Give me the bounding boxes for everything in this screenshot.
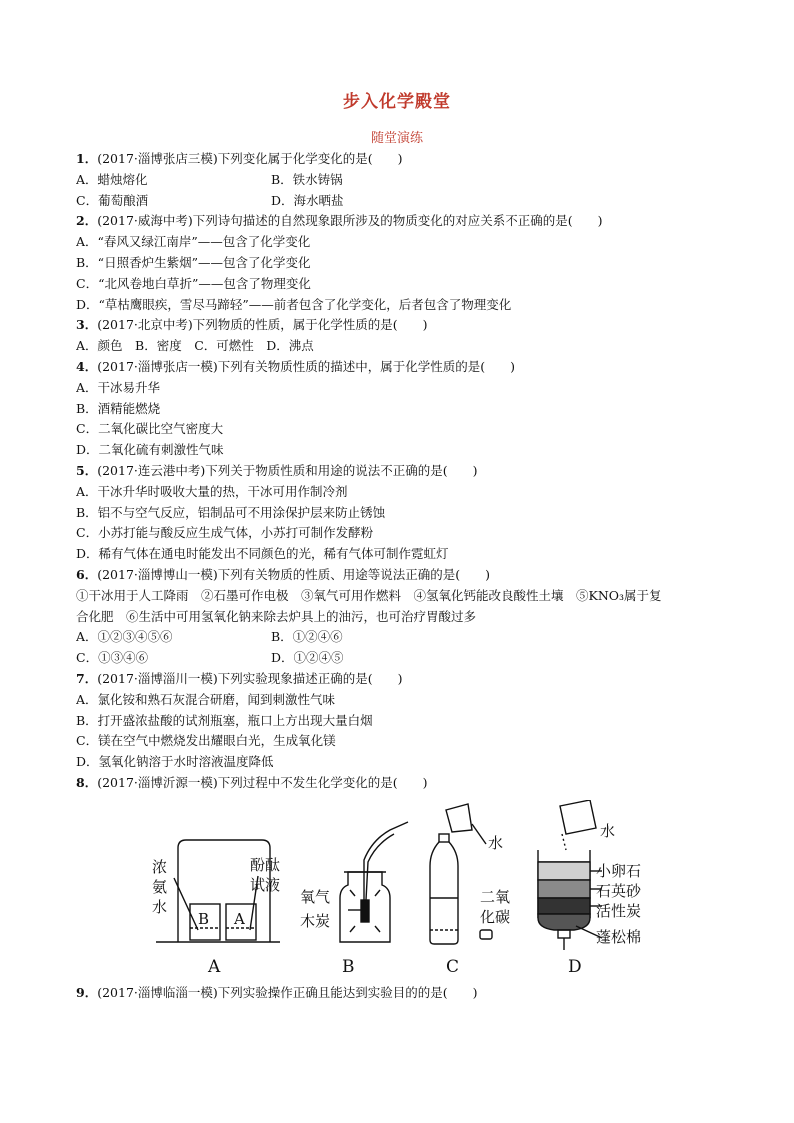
option-row — [76, 627, 736, 648]
statement-list: ①干冰用于人工降雨 ②石墨可作电极 ③氧气可用作燃料 ④氢氧化钙能改良酸性土壤 ⑤KNO₃属于复 — [76, 587, 662, 603]
option-d: D．海水晒盐 — [271, 192, 344, 208]
option-d: D．稀有气体在通电时能发出不同颜色的光，稀有气体可制作霓虹灯 — [76, 546, 449, 562]
option-row — [76, 191, 736, 212]
label-ammonia-1: 浓 — [152, 858, 168, 876]
option-c: C．小苏打能与酸反应生成气体，小苏打可制作发酵粉 — [76, 525, 374, 541]
label-oxygen: 氧气 — [300, 888, 331, 906]
option-b: B．酒精能燃烧 — [76, 400, 161, 416]
question-stem: (2017·淄博淄川一模)下列实验现象描述正确的是( ) — [97, 670, 403, 686]
label-co2-1: 二氧 — [480, 888, 511, 906]
option-d: D．氢氧化钠溶于水时溶液温度降低 — [76, 754, 274, 770]
option-b: B．①②④⑥ — [271, 629, 343, 645]
question-1 — [76, 149, 736, 170]
option-c: C．镁在空气中燃烧发出耀眼白光，生成氧化镁 — [76, 733, 336, 749]
option-row — [76, 648, 736, 669]
label-co2-2: 化碳 — [480, 908, 511, 926]
question-stem: (2017·淄博沂源一模)下列过程中不发生化学变化的是( ) — [97, 774, 428, 790]
question-7 — [76, 669, 736, 690]
label-charcoal: 木炭 — [300, 912, 331, 930]
panel-d-apparatus — [538, 800, 602, 950]
experiment-figure — [150, 800, 650, 980]
question-5 — [76, 461, 736, 482]
panel-label-a: A — [208, 957, 221, 977]
option-d: D．“草枯鹰眼疾，雪尽马蹄轻”——前者包含了化学变化，后者包含了物理变化 — [76, 296, 512, 312]
question-number: 5． — [76, 462, 98, 478]
option-b: B．铁水铸锅 — [271, 171, 343, 187]
option-c: C．葡萄酿酒 — [76, 192, 149, 208]
label-cotton: 蓬松棉 — [596, 928, 642, 946]
question-9 — [76, 983, 478, 1004]
option-d: D．①②④⑤ — [271, 650, 344, 666]
label-ammonia-3: 水 — [152, 898, 168, 916]
label-quartz-sand: 石英砂 — [596, 882, 642, 900]
question-stem: (2017·淄博张店一模)下列有关物质性质的描述中，属于化学性质的是( ) — [97, 358, 515, 374]
label-phenolphthalein-1: 酚酞 — [250, 856, 281, 874]
question-stem: (2017·连云港中考)下列关于物质性质和用途的说法不正确的是( ) — [97, 462, 478, 478]
question-stem: (2017·北京中考)下列物质的性质，属于化学性质的是( ) — [97, 317, 428, 333]
question-3 — [76, 315, 736, 336]
option-row — [76, 170, 736, 191]
question-stem: (2017·威海中考)下列诗句描述的自然现象跟所涉及的物质变化的对应关系不正确的是( ) — [97, 213, 603, 229]
option-c: C．“北风卷地白草折”——包含了物理变化 — [76, 275, 311, 291]
options-inline: A．颜色 B．密度 C．可燃性 D．沸点 — [76, 338, 314, 354]
option-c: C．①③④⑥ — [76, 650, 149, 666]
option-a: A．蜡烛熔化 — [76, 171, 148, 187]
question-list — [76, 149, 736, 794]
option-c: C．二氧化碳比空气密度大 — [76, 421, 224, 437]
question-8 — [76, 773, 736, 794]
question-number: 6． — [76, 566, 98, 582]
label-activated-carbon: 活性炭 — [596, 902, 642, 920]
section-subtitle: 随堂演练 — [370, 131, 423, 146]
option-a: A．①②③④⑤⑥ — [76, 629, 173, 645]
option-b: B．打开盛浓盐酸的试剂瓶塞，瓶口上方出现大量白烟 — [76, 712, 373, 728]
label-water-d: 水 — [600, 822, 616, 840]
label-ammonia-2: 氨 — [152, 878, 168, 896]
panel-label-d: D — [568, 957, 582, 977]
question-stem: (2017·淄博张店三模)下列变化属于化学变化的是( ) — [97, 151, 403, 166]
option-b: B．“日照香炉生紫烟”——包含了化学变化 — [76, 254, 311, 270]
panel-b-apparatus — [340, 822, 408, 942]
question-number: 2． — [76, 213, 98, 229]
question-stem: (2017·淄博博山一模)下列有关物质的性质、用途等说法正确的是( ) — [97, 566, 490, 582]
panel-label-b: B — [342, 957, 355, 977]
option-a: A．干冰易升华 — [76, 379, 161, 395]
option-d: D．二氧化硫有刺激性气味 — [76, 442, 224, 458]
question-number: 8． — [76, 774, 98, 790]
label-beaker-b: B — [198, 910, 210, 928]
label-pebbles: 小卵石 — [596, 862, 642, 880]
option-b: B．铝不与空气反应，铝制品可不用涂保护层来防止锈蚀 — [76, 504, 386, 520]
question-6 — [76, 565, 736, 586]
question-number: 7． — [76, 670, 98, 686]
option-a: A．“春风又绿江南岸”——包含了化学变化 — [76, 234, 311, 250]
label-phenolphthalein-2: 试液 — [250, 876, 281, 894]
panel-label-c: C — [446, 957, 460, 977]
question-4 — [76, 357, 736, 378]
option-a: A．氯化铵和熟石灰混合研磨，闻到刺激性气味 — [76, 691, 336, 707]
question-number: 1． — [76, 151, 98, 166]
question-number: 4． — [76, 358, 98, 374]
label-beaker-a: A — [234, 910, 245, 928]
question-stem: (2017·淄博临淄一模)下列实验操作正确且能达到实验目的的是( ) — [97, 985, 478, 1000]
page-title: 步入化学殿堂 — [343, 92, 451, 112]
question-2 — [76, 211, 736, 232]
question-number: 3． — [76, 317, 98, 333]
option-a: A．干冰升华时吸收大量的热，干冰可用作制冷剂 — [76, 483, 348, 499]
statement-list-cont: 合化肥 ⑥生活中可用氢氧化钠来除去炉具上的油污，也可治疗胃酸过多 — [76, 608, 477, 624]
label-water-c: 水 — [488, 834, 504, 852]
question-number: 9． — [76, 985, 98, 1000]
